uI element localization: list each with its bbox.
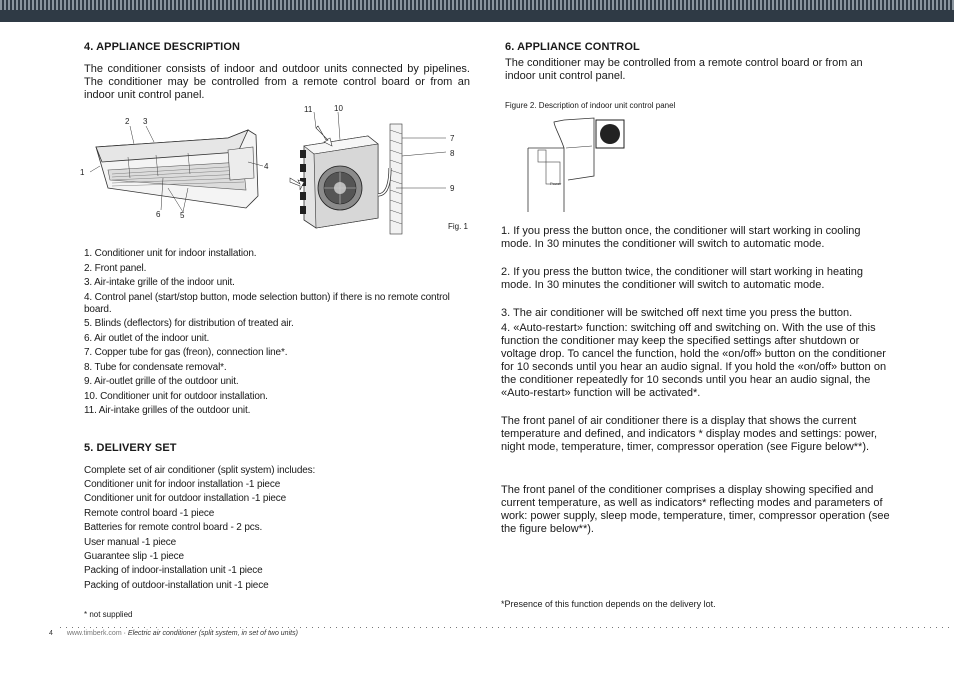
callout-1: 1 [80, 168, 85, 177]
section-5-heading: 5. DELIVERY SET [84, 442, 177, 454]
not-supplied-footnote: * not supplied [84, 610, 133, 619]
control-step-3: 3. The air conditioner will be switched off next time you press the button. [501, 307, 853, 319]
footer-website: www.timberk.com [66, 630, 122, 637]
section-4-heading: 4. APPLIANCE DESCRIPTION [84, 41, 241, 53]
delivery-lot-footnote: *Presence of this function depends on the delivery lot. [501, 599, 716, 609]
callout-7: 7 [450, 134, 455, 143]
panel-power-label: Power [550, 181, 562, 186]
section-6-heading: 6. APPLIANCE CONTROL [505, 41, 640, 53]
footer-separator: · [123, 630, 126, 637]
list-item: 4. Control panel (start/stop button, mode selection button) if there is no remote control board. [84, 292, 450, 315]
list-item: 5. Blinds (deflectors) for distribution of treated air. [84, 318, 294, 329]
list-item: 8. Tube for condensate removal*. [84, 362, 227, 373]
list-item: 9. Air-outlet grille of the outdoor unit. [84, 376, 239, 387]
callout-3: 3 [143, 117, 148, 126]
list-item: 11. Air-intake grilles of the outdoor unit. [84, 405, 251, 416]
control-step-2: 2. If you press the button twice, the conditioner will start working in heating mode. In 30 minutes the conditioner will switch to automatic mode. [501, 266, 863, 291]
list-item: Packing of outdoor-installation unit -1 piece [84, 580, 269, 591]
control-step-4-auto-restart: 4. «Auto-restart» function: switching off and switching on. With the use of this function the conditioner may keep the specified settings after shutdown or voltage drop. To cancel the function, hold the «on/off» button on the conditioner for 10 seconds until you hear an audio signal. If you hold the «on/off» button on the conditioner repeatedly for 10 seconds until you hear an audio signal, the «Auto-restart» function will be activated*. [501, 322, 887, 399]
display-description-1: The front panel of air conditioner there is a display that shows the current temperature and defined, and indicators * display modes and settings: power, night mode, temperature, timer, compressor operation (see Figure below**). [501, 415, 878, 453]
figure-2-caption: Figure 2. Description of indoor unit control panel [505, 101, 676, 110]
page-footer [49, 630, 298, 637]
callout-2: 2 [125, 117, 130, 126]
header-stripe-pattern [0, 0, 954, 22]
control-panel-illustration [524, 116, 644, 216]
figure-1-illustration [78, 100, 478, 235]
list-item: Batteries for remote control board - 2 pcs. [84, 522, 263, 533]
list-item: Conditioner unit for indoor installation -1 piece [84, 479, 281, 490]
list-item: 1. Conditioner unit for indoor installation. [84, 248, 257, 259]
callout-5: 5 [180, 211, 185, 220]
callout-4: 4 [264, 162, 269, 171]
control-step-1: 1. If you press the button once, the conditioner will start working in cooling mode. In 30 minutes the conditioner will switch to automatic mode. [501, 225, 861, 250]
list-item: 3. Air-intake grille of the indoor unit. [84, 277, 235, 288]
section-6-intro: The conditioner may be controlled from a remote control board or from an indoor unit control panel. [505, 57, 863, 82]
list-item: Packing of indoor-installation unit -1 piece [84, 565, 263, 576]
outdoor-unit-drawing [290, 124, 402, 234]
list-item: Remote control board -1 piece [84, 508, 215, 519]
indoor-unit-drawing [96, 130, 258, 208]
list-item: Conditioner unit for outdoor installation -1 piece [84, 493, 287, 504]
figure-1-caption: Fig. 1 [448, 222, 469, 231]
callout-11: 11 [304, 105, 313, 114]
list-item: Guarantee slip -1 piece [84, 551, 184, 562]
power-button-icon [600, 124, 620, 144]
list-item: 2. Front panel. [84, 263, 147, 274]
footer-dotted-rule [60, 626, 954, 629]
top-header-bar [0, 0, 954, 22]
list-item: 10. Conditioner unit for outdoor installation. [84, 391, 268, 402]
delivery-intro: Complete set of air conditioner (split system) includes: [84, 465, 316, 476]
callout-10: 10 [334, 104, 343, 113]
list-item: 6. Air outlet of the indoor unit. [84, 333, 210, 344]
section-4-intro: The conditioner consists of indoor and outdoor units connected by pipelines. The conditioner may be controlled from a remote control board or from an indoor unit control panel. [84, 63, 470, 101]
page-number: 4 [49, 630, 53, 637]
callout-9: 9 [450, 184, 455, 193]
list-item: User manual -1 piece [84, 537, 177, 548]
display-description-2: The front panel of the conditioner comprises a display showing specified and current temperature, as well as indicators* reflecting modes and parameters of work: power supply, sleep mode, temperature, timer, compressor operation (see the figure below**). [501, 484, 890, 535]
callout-8: 8 [450, 149, 455, 158]
footer-description: Electric air conditioner (split system, in set of two units) [127, 630, 298, 637]
callout-6: 6 [156, 210, 161, 219]
list-item: 7. Copper tube for gas (freon), connection line*. [84, 347, 288, 358]
